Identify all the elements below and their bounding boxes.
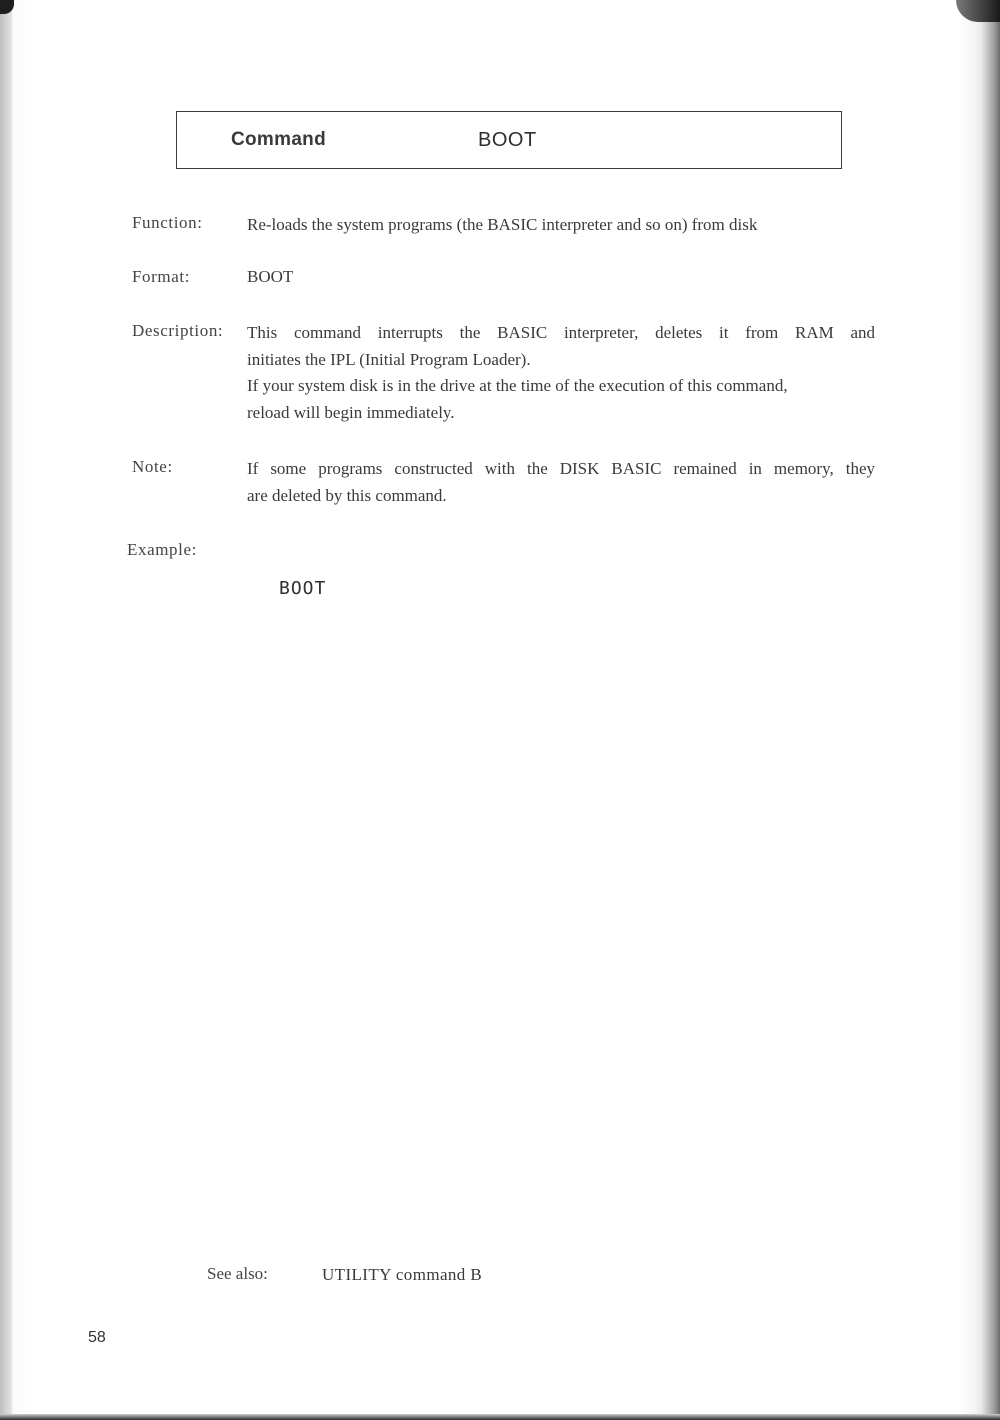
see-also-label: See also: <box>207 1264 268 1283</box>
format-text <box>247 264 875 291</box>
note-line: are deleted by this command. <box>247 485 447 505</box>
description-line: This command interrupts the BASIC interpreter, deletes it from RAM and <box>247 323 875 342</box>
description-line: reload will begin immediately. <box>247 402 455 422</box>
note-text <box>247 456 875 509</box>
description-line: If your system disk is in the drive at the time of the execution of this command, <box>247 376 788 395</box>
command-label: Command <box>231 129 326 150</box>
page-binding-shadow-left <box>0 0 12 1420</box>
page-bottom-edge <box>0 1414 1000 1420</box>
example-code: BOOT <box>279 578 327 599</box>
page-number: 58 <box>88 1329 106 1346</box>
function-label: Function: <box>132 213 203 232</box>
note-label: Note: <box>132 457 173 476</box>
page-corner-top-right <box>956 0 1000 22</box>
function-text <box>247 212 875 239</box>
description-label: Description: <box>132 321 224 340</box>
example-label: Example: <box>127 540 197 559</box>
description-line: initiates the IPL (Initial Program Loader). <box>247 349 531 369</box>
function-line: Re-loads the system programs (the BASIC interpreter and so on) from disk <box>247 215 758 234</box>
description-text <box>247 320 875 426</box>
command-header-box <box>176 111 842 169</box>
command-name: BOOT <box>478 129 537 151</box>
format-line: BOOT <box>247 267 294 286</box>
format-label: Format: <box>132 267 191 286</box>
note-line: If some programs constructed with the DISK BASIC remained in memory, they <box>247 459 875 478</box>
page-binding-shadow-right <box>982 0 1000 1420</box>
see-also-reference: UTILITY command B <box>322 1265 483 1284</box>
